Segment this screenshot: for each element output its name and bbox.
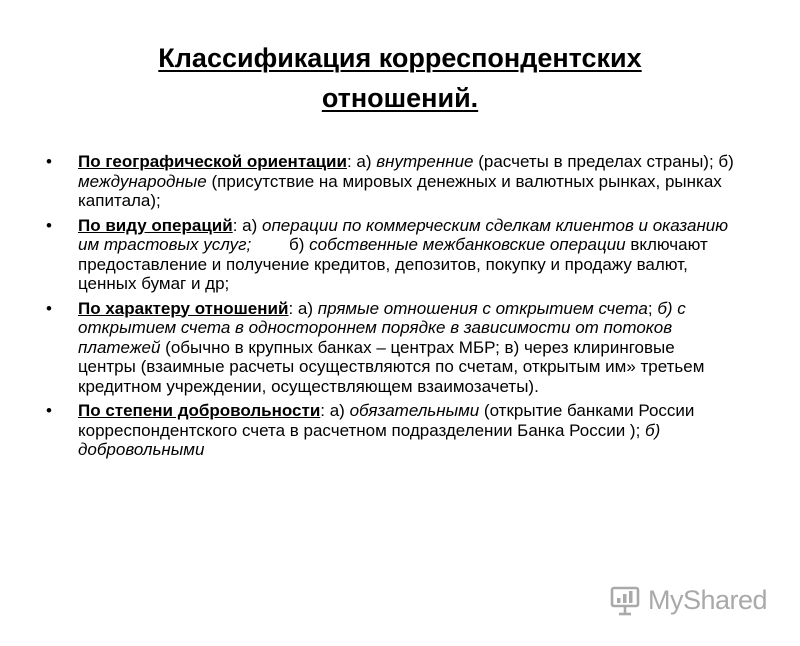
bullet-heading: По виду операций — [78, 215, 233, 235]
bullet-list — [46, 152, 736, 465]
title-line-2: отношений. — [321, 83, 479, 113]
bullet-text: : а) — [346, 152, 377, 171]
bullet-geographic — [46, 152, 736, 211]
bullet-term: внутренние — [376, 152, 474, 171]
title-line-1: Классификация корреспондентских — [158, 43, 642, 73]
slide-title — [60, 38, 740, 118]
bullet-text: включают предоставление и получение кредитов, депозитов, покупку и продажу валют, ценных бумаг и др; — [78, 235, 708, 293]
bullet-text: ; — [647, 298, 658, 318]
bullet-text: : а) — [288, 298, 318, 318]
bullet-voluntariness — [46, 401, 736, 460]
presentation-board-icon — [608, 583, 642, 617]
bullet-term: прямые отношения с открытием счета — [317, 298, 648, 318]
bullet-term: собственные межбанковские операции — [309, 235, 626, 254]
bullet-nature — [46, 299, 736, 397]
bullet-text: : а) — [320, 401, 350, 420]
bullet-term: б) добровольными — [78, 420, 661, 459]
bullet-heading: По географической ориентации — [78, 152, 347, 171]
bullet-text: (обычно в крупных банках – центрах МБР; в) через клиринговые центры (взаимные расчеты осуществляются по счетам, открытым им» третьем кредитном учреждении, осуществляющем взаимозачеты). — [78, 337, 705, 396]
bullet-dot: • — [46, 215, 52, 235]
bullet-term: обязательными — [349, 401, 480, 420]
bullet-term: международные — [78, 171, 207, 191]
bullet-text: : а) — [232, 215, 262, 235]
bullet-heading: По характеру отношений — [78, 298, 289, 318]
bullet-text: (расчеты в пределах страны); б) — [473, 152, 734, 171]
bullet-text: (присутствие на мировых денежных и валютных рынках, рынках капитала); — [78, 171, 722, 210]
bullet-operations — [46, 216, 736, 294]
watermark-text: MyShared — [648, 584, 768, 615]
bullet-dot: • — [46, 401, 52, 420]
bullet-text: (открытие банками России корреспондентского счета в расчетном подразделении Банка России ); — [78, 401, 695, 440]
myshared-watermark — [608, 582, 767, 618]
bullet-dot: • — [46, 298, 52, 318]
bullet-text: б) — [251, 235, 310, 254]
bullet-term: б) с открытием счета в одностороннем порядке в зависимости от потоков платежей — [78, 298, 686, 357]
bullet-heading: По степени добровольности — [78, 401, 321, 420]
bullet-term: операции по коммерческим сделкам клиентов и оказанию им трастовых услуг; — [78, 215, 729, 254]
bullet-dot: • — [46, 152, 52, 171]
